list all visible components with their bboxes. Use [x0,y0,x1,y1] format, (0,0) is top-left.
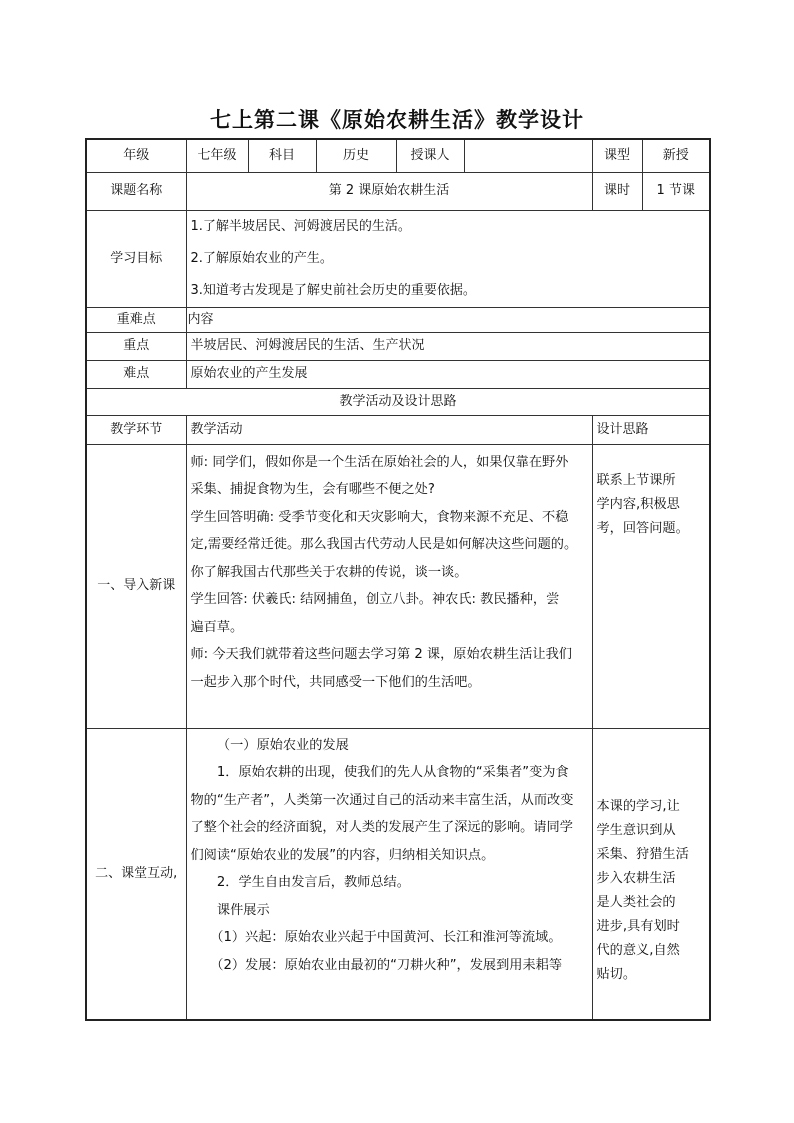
intro-stage: 一、导入新课 [86,444,186,728]
activity-line: 了整个社会的经济面貌，对人类的发展产生了深远的影响。请同学 [190,820,573,835]
thought-line: 步入农耕生活 [596,870,676,886]
thought-line: 进步,具有划时 [596,918,680,934]
activity-line: 采集、捕捉食物为生，会有哪些不便之处? [190,482,435,497]
teacher-value [464,139,592,172]
activity-line: 遍百草。 [190,619,244,635]
hours-label: 课时 [592,172,642,210]
info-row-topic [86,172,710,210]
col-stage-header: 教学环节 [86,415,186,444]
thought-line: 学内容,积极思 [596,496,680,512]
hours-value: 1 节课 [642,172,710,210]
goals-list [186,210,710,307]
point-line: （2）发展：原始农业由最初的“刀耕火种”，发展到用耒耜等 [210,957,563,973]
keypoints-content-label: 内容 [186,307,710,332]
activity-line: 师: 今天我们就带着这些问题去学习第 2 课，原始农耕生活让我们 [190,647,572,662]
intro-activity [186,444,592,728]
activity-line: 1．原始农耕的出现，使我们的先人从食物的“采集者”变为食 [216,765,569,780]
subject-label: 科目 [248,139,316,172]
teacher-label: 授课人 [396,139,464,172]
topic-label: 课题名称 [86,172,186,210]
courseware-label: 课件展示 [216,902,270,918]
col-activity-header: 教学活动 [186,415,592,444]
lesson-plan-table [85,138,711,1021]
thought-line: 是人类社会的 [596,894,676,910]
keypoints-hard-row [86,360,710,388]
subject-value: 历史 [316,139,396,172]
key-value: 半坡居民、河姆渡居民的生活、生产状况 [186,332,710,360]
activities-section-title: 教学活动及设计思路 [86,388,710,415]
interact-row [86,728,710,1020]
goal-item: 2.了解原始农业的产生。 [190,250,333,266]
grade-value: 七年级 [186,139,248,172]
activity-line: 学生回答: 伏羲氏: 结网捕鱼，创立八卦。神农氏: 教民播种，尝 [190,592,560,607]
activity-line: 学生回答明确: 受季节变化和天灾影响大，食物来源不充足、不稳 [190,509,569,525]
hard-value: 原始农业的产生发展 [186,360,710,388]
topic-value: 第 2 课原始农耕生活 [186,172,592,210]
keypoints-label: 重难点 [86,307,186,332]
section-heading: （一）原始农业的发展 [216,737,349,753]
goal-item: 3.知道考古发现是了解史前社会历史的重要依据。 [190,282,476,298]
thought-line: 考，回答问题。 [596,520,689,536]
col-thought-header: 设计思路 [592,415,710,444]
activity-line: 你了解我国古代那些关于农耕的传说，谈一谈。 [190,564,468,580]
activity-line: 一起步入那个时代，共同感受一下他们的生活吧。 [190,674,481,690]
goal-item: 1.了解半坡居民、河姆渡居民的生活。 [190,218,411,234]
interact-activity [186,728,592,1020]
interact-thought [592,728,710,1020]
thought-line: 采集、狩猎生活 [596,846,689,862]
type-value: 新授 [642,139,710,172]
thought-line: 学生意识到从 [596,822,676,838]
thought-line: 代的意义,自然 [596,942,680,958]
activities-title-row [86,388,710,415]
grade-label: 年级 [86,139,186,172]
activity-line: 们阅读“原始农业的发展”的内容，归纳相关知识点。 [190,847,495,863]
activity-line: 2．学生自由发言后，教师总结。 [216,875,410,890]
activity-line: 定,需要经常迁徙。那么我国古代劳动人民是如何解决这些问题的。 [190,537,578,552]
thought-line: 贴切。 [596,966,637,982]
goals-label: 学习目标 [86,210,186,307]
activity-line: 物的“生产者”，人类第一次通过自己的活动来丰富生活，从而改变 [190,792,574,808]
interact-stage: 二、课堂互动, [86,728,186,1020]
keypoints-key-row [86,332,710,360]
point-line: （1）兴起：原始农业兴起于中国黄河、长江和淮河等流域。 [210,930,562,945]
activities-header-row [86,415,710,444]
type-label: 课型 [592,139,642,172]
activity-line: 师: 同学们，假如你是一个生活在原始社会的人，如果仅靠在野外 [190,454,569,470]
page-title: 七上第二课《原始农耕生活》教学设计 [210,107,584,132]
intro-row [86,444,710,728]
thought-line: 联系上节课所 [596,472,676,488]
intro-thought [592,444,710,728]
key-label: 重点 [86,332,186,360]
hard-label: 难点 [86,360,186,388]
keypoints-header-row [86,307,710,332]
goals-row [86,210,710,307]
thought-line: 本课的学习,让 [596,798,680,814]
info-row-grade [86,139,710,172]
